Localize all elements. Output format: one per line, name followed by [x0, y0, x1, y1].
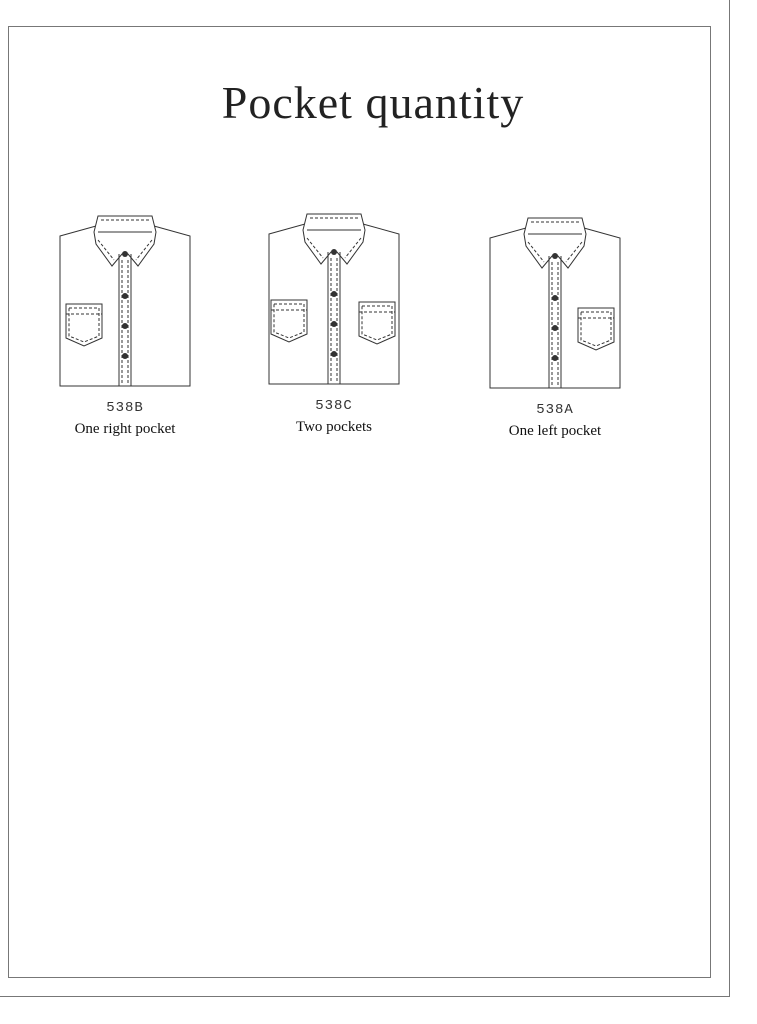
shirt-card-538c	[259, 208, 409, 436]
shirt-description: Two pockets	[295, 419, 373, 435]
shirt-illustration-two-pockets	[267, 208, 401, 386]
page-inner-border	[8, 26, 711, 978]
shirt-code: 538C	[315, 398, 353, 414]
shirt-card-538a	[480, 212, 630, 440]
shirt-description: One right pocket	[74, 421, 176, 437]
shirt-description: One left pocket	[508, 423, 602, 439]
shirt-card-538b	[50, 210, 200, 438]
shirt-code: 538A	[536, 402, 574, 418]
page-title: Pocket quantity	[221, 77, 525, 128]
shirt-illustration-right-pocket	[58, 210, 192, 388]
shirt-illustration-left-pocket	[488, 212, 622, 390]
shirt-code: 538B	[106, 400, 144, 416]
